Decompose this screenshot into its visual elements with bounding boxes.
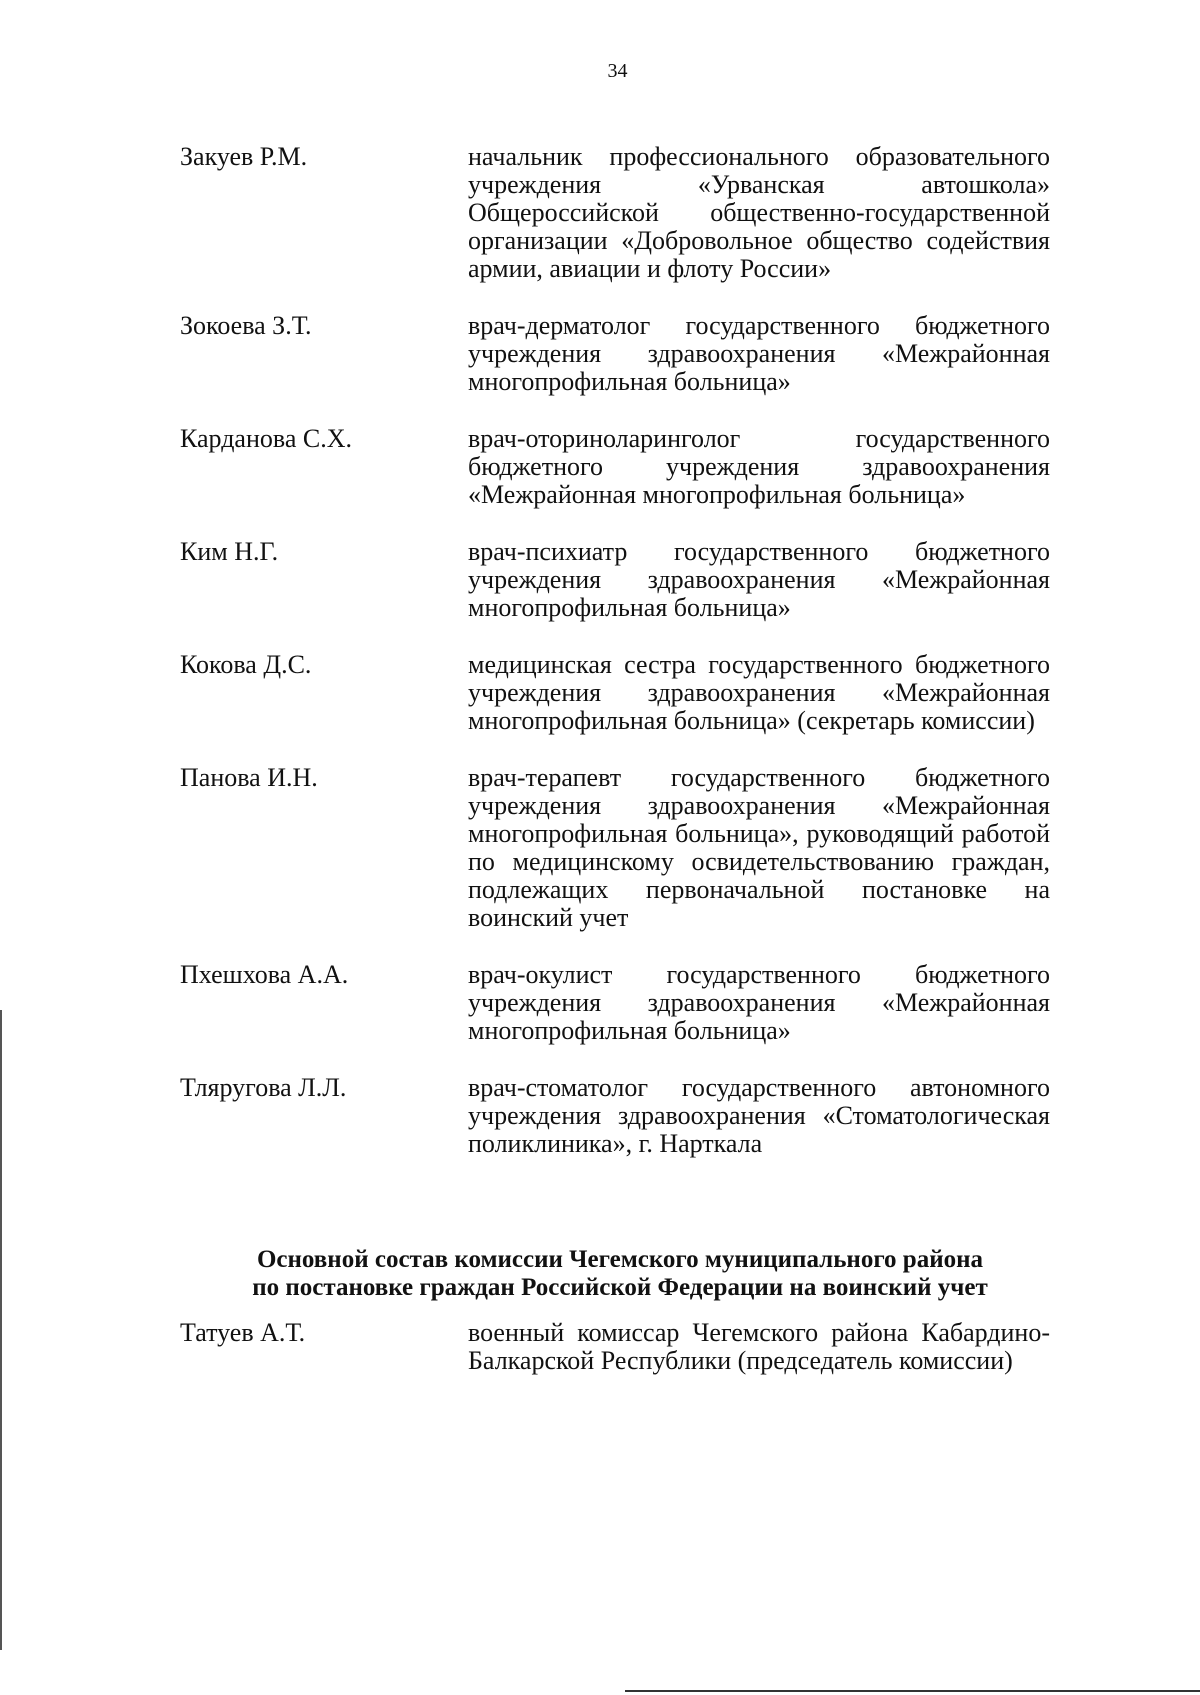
- member-entry: [180, 1074, 1050, 1158]
- member-position: врач-дерматолог государственного бюджетного учреждения здравоохранения «Межрайонная многопрофильная больница»: [468, 311, 1050, 396]
- member-position: врач-терапевт государственного бюджетного учреждения здравоохранения «Межрайонная многопрофильная больница», руководящий работой по медицинскому освидетельствованию граждан, подлежащих первоначальной постановке на воинский учет: [468, 763, 1050, 932]
- member-name: Зокоева З.Т.: [180, 311, 312, 340]
- member-position: военный комиссар Чегемского района Кабардино-Балкарской Республики (председатель комиссии): [468, 1318, 1050, 1375]
- member-position: врач-окулист государственного бюджетного учреждения здравоохранения «Межрайонная многопрофильная больница»: [468, 960, 1050, 1045]
- member-entry: [180, 961, 1050, 1045]
- member-name: Закуев Р.М.: [180, 142, 308, 171]
- member-position: врач-психиатр государственного бюджетного учреждения здравоохранения «Межрайонная многопрофильная больница»: [468, 537, 1050, 622]
- member-entry: [180, 764, 1050, 932]
- member-entry: [180, 1319, 1050, 1375]
- main-commission-member-list: [180, 1319, 1050, 1404]
- member-name: Ким Н.Г.: [180, 537, 279, 566]
- member-position: начальник профессионального образовательного учреждения «Урванская автошкола» Общероссийской общественно-государственной организации «Добровольное общество содействия армии, авиации и флоту России»: [468, 142, 1050, 283]
- page-number: 34: [607, 60, 628, 82]
- scan-bottom-line: [625, 1690, 1200, 1692]
- section-heading: [150, 1246, 1090, 1302]
- member-name: Тляругова Л.Л.: [180, 1073, 347, 1102]
- member-name: Карданова С.Х.: [180, 424, 352, 453]
- member-position: медицинская сестра государственного бюджетного учреждения здравоохранения «Межрайонная многопрофильная больница» (секретарь комиссии): [468, 650, 1050, 735]
- member-entry: [180, 651, 1050, 735]
- member-entry: [180, 312, 1050, 396]
- section-heading-line-2: по постановке граждан Российской Федерации на воинский учет: [252, 1274, 988, 1301]
- member-entry: [180, 425, 1050, 509]
- section-heading-line-1: Основной состав комиссии Чегемского муниципального района: [256, 1246, 984, 1273]
- member-entry: [180, 538, 1050, 622]
- member-entry: [180, 143, 1050, 283]
- member-name: Пхешхова А.А.: [180, 960, 349, 989]
- member-position: врач-оториноларинголог государственного бюджетного учреждения здравоохранения «Межрайонная многопрофильная больница»: [468, 424, 1050, 509]
- member-name: Татуев А.Т.: [180, 1318, 306, 1347]
- member-position: врач-стоматолог государственного автономного учреждения здравоохранения «Стоматологическая поликлиника», г. Нарткала: [468, 1073, 1050, 1158]
- scan-edge-mark: [0, 1010, 2, 1650]
- commission-member-list: [180, 143, 1050, 1187]
- member-name: Панова И.Н.: [180, 763, 318, 792]
- member-name: Кокова Д.С.: [180, 650, 312, 679]
